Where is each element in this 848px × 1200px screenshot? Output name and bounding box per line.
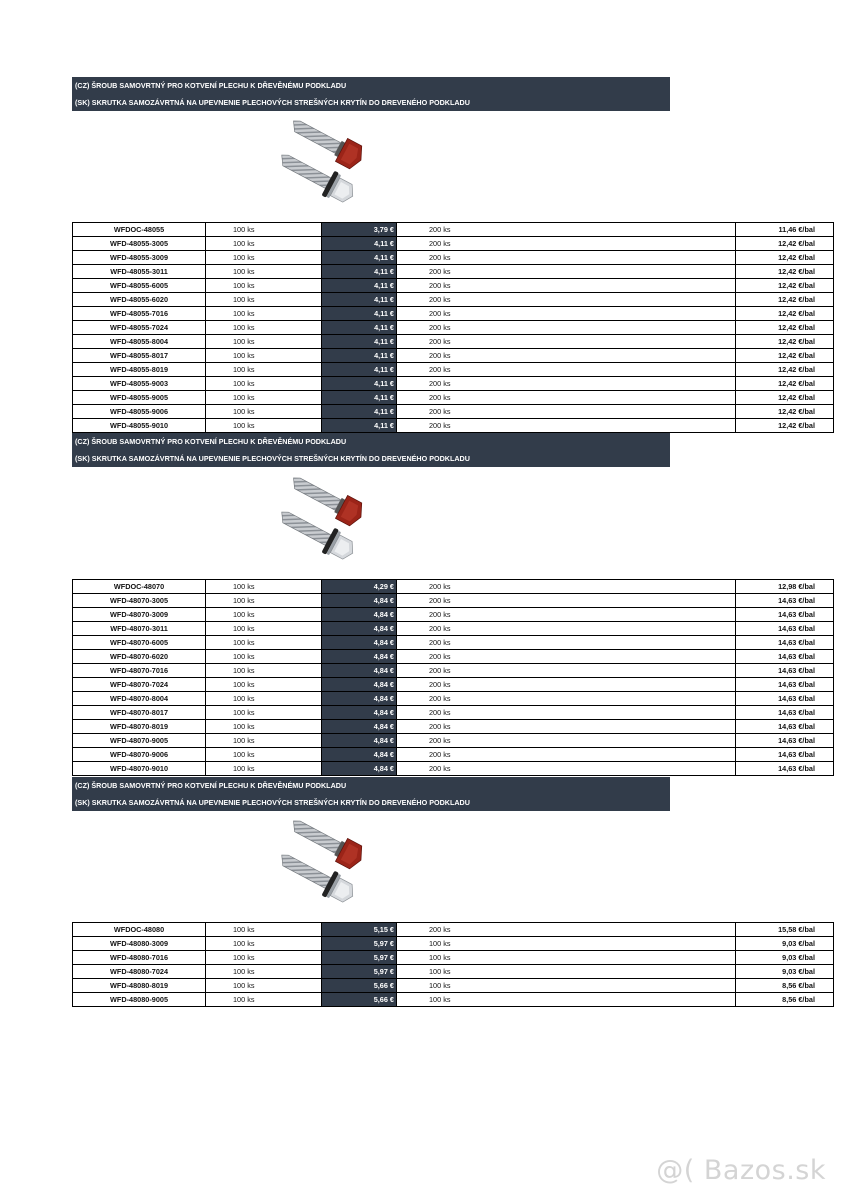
product-code: WFD-48055-9006 xyxy=(73,405,206,419)
pack-quantity: 100 ks xyxy=(206,580,322,594)
unit-price: 4,29 € xyxy=(322,580,397,594)
unit-price: 4,84 € xyxy=(322,608,397,622)
package-price: 8,56 €/bal xyxy=(736,979,834,993)
unit-price: 4,84 € xyxy=(322,664,397,678)
unit-price: 4,11 € xyxy=(322,321,397,335)
pack-quantity: 100 ks xyxy=(206,223,322,237)
table-row xyxy=(73,706,834,720)
box-quantity: 200 ks xyxy=(397,762,736,776)
pack-quantity: 100 ks xyxy=(206,951,322,965)
table-row xyxy=(73,251,834,265)
unit-price: 4,11 € xyxy=(322,293,397,307)
package-price: 12,42 €/bal xyxy=(736,237,834,251)
package-price: 12,42 €/bal xyxy=(736,265,834,279)
package-price: 15,58 €/bal xyxy=(736,923,834,937)
screws-illustration xyxy=(268,470,378,570)
pack-quantity: 100 ks xyxy=(206,405,322,419)
product-code: WFD-48070-9010 xyxy=(73,762,206,776)
product-code: WFD-48055-8004 xyxy=(73,335,206,349)
package-price: 14,63 €/bal xyxy=(736,734,834,748)
package-price: 12,42 €/bal xyxy=(736,349,834,363)
box-quantity: 200 ks xyxy=(397,692,736,706)
box-quantity: 200 ks xyxy=(397,279,736,293)
product-code: WFD-48055-3009 xyxy=(73,251,206,265)
box-quantity: 200 ks xyxy=(397,307,736,321)
box-quantity: 100 ks xyxy=(397,951,736,965)
header-sk: (SK) SKRUTKA SAMOZÁVRTNÁ NA UPEVNENIE PLECHOVÝCH STREŠNÝCH KRYTÍN DO DREVENÉHO PODKLADU xyxy=(75,98,470,107)
unit-price: 5,97 € xyxy=(322,965,397,979)
box-quantity: 200 ks xyxy=(397,748,736,762)
unit-price: 5,97 € xyxy=(322,951,397,965)
product-code: WFD-48055-6005 xyxy=(73,279,206,293)
table-row xyxy=(73,223,834,237)
table-row xyxy=(73,279,834,293)
package-price: 14,63 €/bal xyxy=(736,720,834,734)
table-row xyxy=(73,349,834,363)
package-price: 12,42 €/bal xyxy=(736,405,834,419)
table-row xyxy=(73,720,834,734)
pack-quantity: 100 ks xyxy=(206,622,322,636)
product-code: WFD-48055-3011 xyxy=(73,265,206,279)
package-price: 14,63 €/bal xyxy=(736,650,834,664)
unit-price: 4,11 € xyxy=(322,307,397,321)
package-price: 14,63 €/bal xyxy=(736,692,834,706)
pack-quantity: 100 ks xyxy=(206,237,322,251)
package-price: 14,63 €/bal xyxy=(736,706,834,720)
pack-quantity: 100 ks xyxy=(206,706,322,720)
unit-price: 4,11 € xyxy=(322,377,397,391)
product-code: WFD-48070-6020 xyxy=(73,650,206,664)
table-row xyxy=(73,335,834,349)
unit-price: 5,97 € xyxy=(322,937,397,951)
box-quantity: 200 ks xyxy=(397,622,736,636)
box-quantity: 200 ks xyxy=(397,335,736,349)
package-price: 14,63 €/bal xyxy=(736,748,834,762)
product-code: WFDOC-48070 xyxy=(73,580,206,594)
bazos-watermark: @( Bazos.sk xyxy=(656,1155,826,1186)
product-code: WFD-48055-6020 xyxy=(73,293,206,307)
product-code: WFD-48055-7016 xyxy=(73,307,206,321)
table-row xyxy=(73,979,834,993)
pack-quantity: 100 ks xyxy=(206,265,322,279)
table-row xyxy=(73,951,834,965)
pack-quantity: 100 ks xyxy=(206,692,322,706)
box-quantity: 200 ks xyxy=(397,594,736,608)
pack-quantity: 100 ks xyxy=(206,650,322,664)
product-code: WFD-48070-6005 xyxy=(73,636,206,650)
table-row xyxy=(73,594,834,608)
package-price: 14,63 €/bal xyxy=(736,636,834,650)
table-row xyxy=(73,321,834,335)
package-price: 12,42 €/bal xyxy=(736,377,834,391)
box-quantity: 200 ks xyxy=(397,377,736,391)
header-sk: (SK) SKRUTKA SAMOZÁVRTNÁ NA UPEVNENIE PLECHOVÝCH STREŠNÝCH KRYTÍN DO DREVENÉHO PODKLADU xyxy=(75,454,470,463)
box-quantity: 200 ks xyxy=(397,293,736,307)
table-row xyxy=(73,307,834,321)
product-code: WFD-48055-7024 xyxy=(73,321,206,335)
pack-quantity: 100 ks xyxy=(206,734,322,748)
package-price: 14,63 €/bal xyxy=(736,664,834,678)
pack-quantity: 100 ks xyxy=(206,391,322,405)
pack-quantity: 100 ks xyxy=(206,594,322,608)
table-row xyxy=(73,363,834,377)
header-cz: (CZ) ŠROUB SAMOVRTNÝ PRO KOTVENÍ PLECHU K DŘEVĚNÉMU PODKLADU xyxy=(75,437,347,446)
screws-image xyxy=(268,813,378,913)
unit-price: 4,84 € xyxy=(322,678,397,692)
table-row xyxy=(73,748,834,762)
table-row xyxy=(73,622,834,636)
table-row xyxy=(73,923,834,937)
unit-price: 4,11 € xyxy=(322,237,397,251)
table-row xyxy=(73,664,834,678)
package-price: 9,03 €/bal xyxy=(736,965,834,979)
unit-price: 4,11 € xyxy=(322,419,397,433)
product-code: WFD-48070-7016 xyxy=(73,664,206,678)
box-quantity: 200 ks xyxy=(397,349,736,363)
unit-price: 4,11 € xyxy=(322,265,397,279)
box-quantity: 200 ks xyxy=(397,636,736,650)
package-price: 14,63 €/bal xyxy=(736,622,834,636)
box-quantity: 200 ks xyxy=(397,363,736,377)
box-quantity: 200 ks xyxy=(397,391,736,405)
product-code: WFD-48055-8019 xyxy=(73,363,206,377)
table-row xyxy=(73,692,834,706)
unit-price: 4,11 € xyxy=(322,391,397,405)
pack-quantity: 100 ks xyxy=(206,293,322,307)
product-code: WFD-48070-8019 xyxy=(73,720,206,734)
box-quantity: 200 ks xyxy=(397,678,736,692)
product-code: WFD-48070-9006 xyxy=(73,748,206,762)
product-code: WFD-48070-3005 xyxy=(73,594,206,608)
box-quantity: 100 ks xyxy=(397,979,736,993)
package-price: 8,56 €/bal xyxy=(736,993,834,1007)
product-code: WFD-48070-9005 xyxy=(73,734,206,748)
package-price: 14,63 €/bal xyxy=(736,762,834,776)
product-code: WFD-48080-9005 xyxy=(73,993,206,1007)
unit-price: 4,11 € xyxy=(322,279,397,293)
package-price: 12,42 €/bal xyxy=(736,307,834,321)
pack-quantity: 100 ks xyxy=(206,307,322,321)
table-row xyxy=(73,937,834,951)
box-quantity: 200 ks xyxy=(397,706,736,720)
package-price: 14,63 €/bal xyxy=(736,608,834,622)
table-row xyxy=(73,293,834,307)
pack-quantity: 100 ks xyxy=(206,748,322,762)
price-table xyxy=(72,222,834,433)
package-price: 12,42 €/bal xyxy=(736,363,834,377)
table-row xyxy=(73,993,834,1007)
pack-quantity: 100 ks xyxy=(206,377,322,391)
table-row xyxy=(73,762,834,776)
price-table xyxy=(72,922,834,1007)
package-price: 11,46 €/bal xyxy=(736,223,834,237)
unit-price: 4,84 € xyxy=(322,636,397,650)
package-price: 12,42 €/bal xyxy=(736,293,834,307)
package-price: 12,42 €/bal xyxy=(736,251,834,265)
package-price: 12,42 €/bal xyxy=(736,321,834,335)
header-cz: (CZ) ŠROUB SAMOVRTNÝ PRO KOTVENÍ PLECHU K DŘEVĚNÉMU PODKLADU xyxy=(75,781,347,790)
product-code: WFD-48070-8017 xyxy=(73,706,206,720)
pack-quantity: 100 ks xyxy=(206,349,322,363)
pack-quantity: 100 ks xyxy=(206,965,322,979)
pack-quantity: 100 ks xyxy=(206,937,322,951)
pack-quantity: 100 ks xyxy=(206,321,322,335)
package-price: 12,42 €/bal xyxy=(736,391,834,405)
unit-price: 4,11 € xyxy=(322,251,397,265)
table-row xyxy=(73,608,834,622)
unit-price: 4,84 € xyxy=(322,650,397,664)
product-code: WFD-48080-7024 xyxy=(73,965,206,979)
table-row xyxy=(73,965,834,979)
section-header xyxy=(72,77,670,111)
product-code: WFDOC-48055 xyxy=(73,223,206,237)
table-row xyxy=(73,678,834,692)
box-quantity: 200 ks xyxy=(397,720,736,734)
package-price: 12,42 €/bal xyxy=(736,279,834,293)
unit-price: 4,84 € xyxy=(322,734,397,748)
unit-price: 4,11 € xyxy=(322,335,397,349)
product-code: WFD-48070-3009 xyxy=(73,608,206,622)
pack-quantity: 100 ks xyxy=(206,363,322,377)
pack-quantity: 100 ks xyxy=(206,762,322,776)
product-code: WFD-48080-3009 xyxy=(73,937,206,951)
pack-quantity: 100 ks xyxy=(206,979,322,993)
header-cz: (CZ) ŠROUB SAMOVRTNÝ PRO KOTVENÍ PLECHU K DŘEVĚNÉMU PODKLADU xyxy=(75,81,347,90)
unit-price: 4,11 € xyxy=(322,349,397,363)
pack-quantity: 100 ks xyxy=(206,636,322,650)
box-quantity: 200 ks xyxy=(397,664,736,678)
box-quantity: 200 ks xyxy=(397,419,736,433)
table-row xyxy=(73,734,834,748)
box-quantity: 200 ks xyxy=(397,580,736,594)
box-quantity: 200 ks xyxy=(397,734,736,748)
product-code: WFD-48070-7024 xyxy=(73,678,206,692)
box-quantity: 100 ks xyxy=(397,937,736,951)
section-header xyxy=(72,777,670,811)
table-row xyxy=(73,237,834,251)
unit-price: 4,84 € xyxy=(322,762,397,776)
table-row xyxy=(73,580,834,594)
box-quantity: 200 ks xyxy=(397,608,736,622)
screws-image xyxy=(268,470,378,570)
table-row xyxy=(73,377,834,391)
pack-quantity: 100 ks xyxy=(206,720,322,734)
unit-price: 4,84 € xyxy=(322,692,397,706)
package-price: 9,03 €/bal xyxy=(736,951,834,965)
pack-quantity: 100 ks xyxy=(206,993,322,1007)
package-price: 14,63 €/bal xyxy=(736,678,834,692)
box-quantity: 200 ks xyxy=(397,321,736,335)
section-header xyxy=(72,433,670,467)
unit-price: 4,11 € xyxy=(322,405,397,419)
package-price: 12,98 €/bal xyxy=(736,580,834,594)
unit-price: 4,84 € xyxy=(322,622,397,636)
box-quantity: 200 ks xyxy=(397,923,736,937)
box-quantity: 100 ks xyxy=(397,993,736,1007)
screws-illustration xyxy=(268,113,378,213)
table-row xyxy=(73,419,834,433)
package-price: 12,42 €/bal xyxy=(736,335,834,349)
pack-quantity: 100 ks xyxy=(206,279,322,293)
table-row xyxy=(73,405,834,419)
unit-price: 4,11 € xyxy=(322,363,397,377)
product-code: WFD-48070-8004 xyxy=(73,692,206,706)
box-quantity: 200 ks xyxy=(397,405,736,419)
unit-price: 5,66 € xyxy=(322,979,397,993)
box-quantity: 200 ks xyxy=(397,650,736,664)
box-quantity: 200 ks xyxy=(397,265,736,279)
pack-quantity: 100 ks xyxy=(206,923,322,937)
pack-quantity: 100 ks xyxy=(206,664,322,678)
product-code: WFD-48055-9010 xyxy=(73,419,206,433)
box-quantity: 100 ks xyxy=(397,965,736,979)
pack-quantity: 100 ks xyxy=(206,419,322,433)
unit-price: 3,79 € xyxy=(322,223,397,237)
price-table xyxy=(72,579,834,776)
unit-price: 4,84 € xyxy=(322,706,397,720)
table-row xyxy=(73,391,834,405)
pack-quantity: 100 ks xyxy=(206,678,322,692)
product-code: WFD-48055-9003 xyxy=(73,377,206,391)
pack-quantity: 100 ks xyxy=(206,335,322,349)
package-price: 14,63 €/bal xyxy=(736,594,834,608)
unit-price: 5,66 € xyxy=(322,993,397,1007)
product-code: WFD-48080-8019 xyxy=(73,979,206,993)
product-code: WFD-48055-8017 xyxy=(73,349,206,363)
unit-price: 4,84 € xyxy=(322,594,397,608)
unit-price: 4,84 € xyxy=(322,748,397,762)
product-code: WFD-48055-3005 xyxy=(73,237,206,251)
box-quantity: 200 ks xyxy=(397,237,736,251)
unit-price: 5,15 € xyxy=(322,923,397,937)
unit-price: 4,84 € xyxy=(322,720,397,734)
pack-quantity: 100 ks xyxy=(206,608,322,622)
product-code: WFD-48055-9005 xyxy=(73,391,206,405)
package-price: 12,42 €/bal xyxy=(736,419,834,433)
package-price: 9,03 €/bal xyxy=(736,937,834,951)
screws-illustration xyxy=(268,813,378,913)
product-code: WFD-48070-3011 xyxy=(73,622,206,636)
pack-quantity: 100 ks xyxy=(206,251,322,265)
product-code: WFD-48080-7016 xyxy=(73,951,206,965)
product-code: WFDOC-48080 xyxy=(73,923,206,937)
table-row xyxy=(73,650,834,664)
box-quantity: 200 ks xyxy=(397,223,736,237)
screws-image xyxy=(268,113,378,213)
table-row xyxy=(73,636,834,650)
box-quantity: 200 ks xyxy=(397,251,736,265)
header-sk: (SK) SKRUTKA SAMOZÁVRTNÁ NA UPEVNENIE PLECHOVÝCH STREŠNÝCH KRYTÍN DO DREVENÉHO PODKLADU xyxy=(75,798,470,807)
table-row xyxy=(73,265,834,279)
